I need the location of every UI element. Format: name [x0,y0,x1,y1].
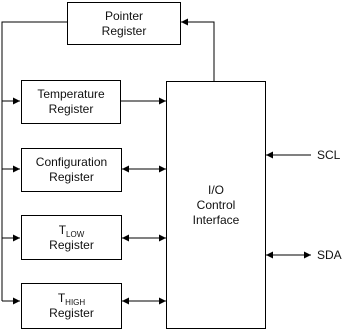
temperature-register-block [21,80,121,124]
tlow-register-block [21,215,122,260]
tlow-register-label-line2: Register [49,237,94,252]
pointer-register-block [67,2,181,45]
io-label-line1: I/O [207,182,224,197]
pointer-register-label-line1: Pointer [104,8,144,23]
tlow-register-label-line1 [59,223,85,238]
configuration-register-label-line1: Configuration [35,155,108,169]
configuration-register-block [21,148,122,192]
configuration-register-label-line2: Register [49,170,94,184]
tlow-main-text: T [58,222,67,237]
pointer-register-label-line2: Register [101,23,147,38]
tlow-subscript: LOW [66,229,85,239]
thigh-register-label-line1 [58,291,85,306]
io-label-line2: Control [196,197,236,212]
thigh-subscript: HIGH [65,298,86,307]
io-control-interface-block [166,81,266,329]
temperature-register-label-line2: Register [48,102,94,116]
thigh-register-block [21,283,122,329]
thigh-main-text: T [57,291,66,305]
io-label-line3: Interface [192,212,240,227]
sda-signal-label: SDA [317,248,342,262]
io-to-pointer-arrow [181,22,214,81]
temperature-register-label-line1: Temperature [37,87,105,101]
thigh-register-label-line2: Register [49,306,94,320]
scl-signal-label: SCL [317,148,341,162]
